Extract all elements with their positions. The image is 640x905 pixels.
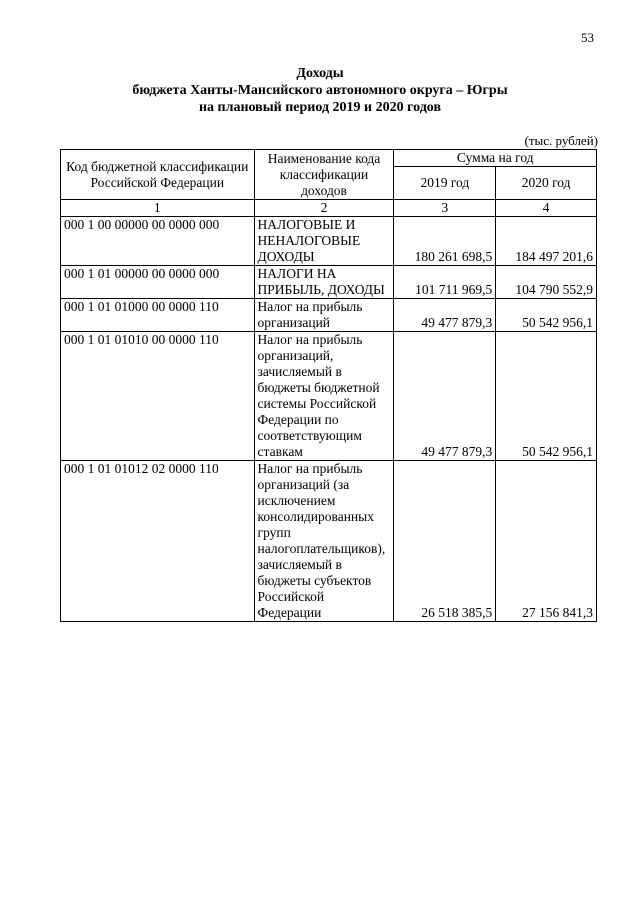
row-value-2020: 50 542 956,1 (496, 299, 597, 332)
row-name: Налог на прибыль организаций (254, 299, 394, 332)
units-label: (тыс. рублей) (524, 133, 598, 148)
revenue-table (60, 149, 597, 622)
row-code: 000 1 01 01010 00 0000 110 (61, 332, 255, 461)
column-number: 1 (61, 200, 255, 217)
header-code: Код бюджетной классификации Российской Федерации (61, 150, 255, 200)
header-name: Наименование кода классификации доходов (254, 150, 394, 200)
table-row (61, 461, 597, 622)
column-number: 4 (496, 200, 597, 217)
title-line-3: на плановый период 2019 и 2020 годов (198, 100, 442, 115)
column-number: 2 (254, 200, 394, 217)
table-row (61, 266, 597, 299)
page-number: 53 (581, 30, 594, 45)
row-code: 000 1 00 00000 00 0000 000 (61, 217, 255, 266)
row-value-2019: 49 477 879,3 (394, 332, 496, 461)
row-value-2020: 104 790 552,9 (496, 266, 597, 299)
header-year-2019: 2019 год (394, 167, 496, 200)
row-value-2019: 26 518 385,5 (394, 461, 496, 622)
table-row (61, 299, 597, 332)
row-name: НАЛОГИ НА ПРИБЫЛЬ, ДОХОДЫ (254, 266, 394, 299)
row-name: НАЛОГОВЫЕ И НЕНАЛОГОВЫЕ ДОХОДЫ (254, 217, 394, 266)
table-row (61, 332, 597, 461)
title-line-1: Доходы (296, 66, 344, 81)
row-value-2020: 50 542 956,1 (496, 332, 597, 461)
table-row (61, 217, 597, 266)
row-value-2019: 101 711 969,5 (394, 266, 496, 299)
header-year-2020: 2020 год (496, 167, 597, 200)
row-code: 000 1 01 00000 00 0000 000 (61, 266, 255, 299)
document-title (0, 65, 640, 116)
row-value-2019: 180 261 698,5 (394, 217, 496, 266)
column-number: 3 (394, 200, 496, 217)
row-name: Налог на прибыль организаций (за исключением консолидированных групп налогоплательщиков), зачисляемый в бюджеты субъектов Российской Федерации (254, 461, 394, 622)
row-value-2019: 49 477 879,3 (394, 299, 496, 332)
header-sum: Сумма на год (394, 150, 597, 167)
row-name: Налог на прибыль организаций, зачисляемый в бюджеты бюджетной системы Российской Федерации по соответствующим ставкам (254, 332, 394, 461)
title-line-2: бюджета Ханты-Мансийского автономного округа – Югры (132, 83, 508, 98)
row-value-2020: 27 156 841,3 (496, 461, 597, 622)
row-code: 000 1 01 01012 02 0000 110 (61, 461, 255, 622)
row-code: 000 1 01 01000 00 0000 110 (61, 299, 255, 332)
row-value-2020: 184 497 201,6 (496, 217, 597, 266)
